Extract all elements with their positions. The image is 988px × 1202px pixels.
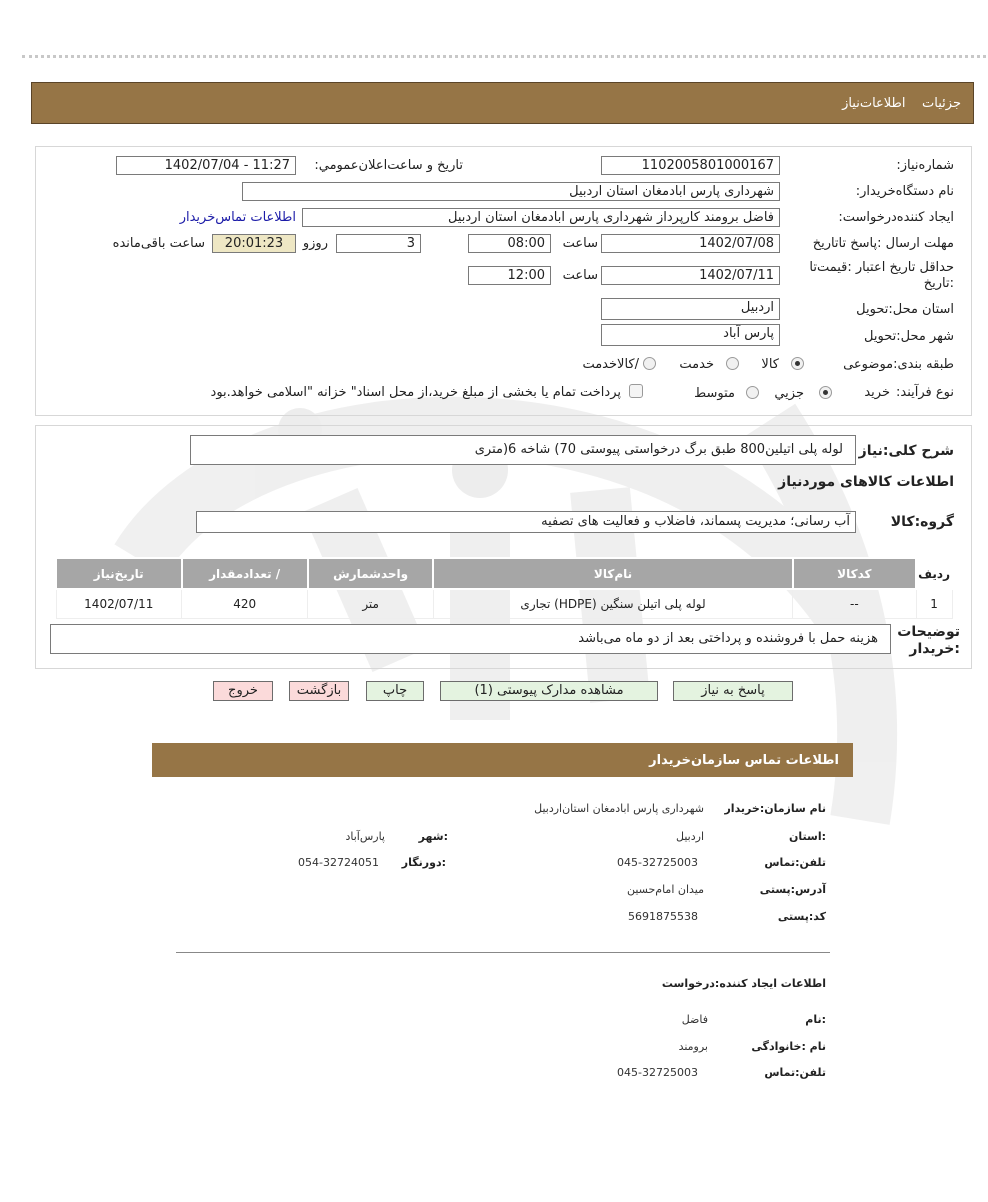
creator-family-label: نام :خانوادگی	[751, 1040, 826, 1053]
contact-section-title: اطلاعات تماس سازمان‌خریدار	[649, 753, 839, 768]
desc-field: لوله پلی اتیلین800 طبق برگ درخواستی پیوستی 70) شاخه 6(متری	[190, 435, 856, 465]
validity-label-2: :تاریخ	[923, 276, 954, 291]
process-medium-radio[interactable]	[746, 386, 759, 399]
city-label: شهر محل:تحویل	[864, 329, 954, 344]
contact-divider	[176, 952, 830, 953]
group-field: آب رسانی؛ مدیریت پسماند، فاضلاب و فعالیت های تصفیه	[196, 511, 856, 533]
creator-label: ایجاد کننده‌درخواست:	[838, 210, 954, 225]
cell-qty: 420	[182, 589, 308, 619]
tab-details[interactable]: جزئیات	[922, 96, 961, 111]
category-service-label: خدمت	[679, 357, 714, 372]
validity-hour-label: ساعت	[562, 268, 598, 283]
contact-postal-value: 5691875538	[628, 910, 698, 923]
validity-label: حداقل تاریخ اعتبار :قیمت‌تا	[809, 260, 954, 275]
process-label: نوع فرآیند:	[896, 385, 954, 400]
header-bar	[31, 82, 974, 124]
top-divider	[22, 55, 986, 58]
category-label: طبقه بندی:موضوعی	[843, 357, 954, 372]
buyer-org-label: نام دستگاه‌خریدار:	[855, 184, 954, 199]
deadline-hour-label: ساعت	[562, 236, 598, 251]
need-number-field: 1102005801000167	[601, 156, 780, 175]
cell-unit: متر	[308, 589, 434, 619]
contact-fax-value: 054-32724051	[298, 856, 379, 869]
attachments-button[interactable]: مشاهده مدارک پیوستی (1)	[440, 681, 658, 701]
buyer-notes-field: هزینه حمل با فروشنده و پرداختی بعد از دو ماه می‌باشد	[50, 624, 891, 654]
creator-info-title: اطلاعات ایجاد کننده:درخواست	[661, 977, 826, 990]
announce-label: تاریخ و ساعت‌اعلان‌عمومي:	[314, 158, 463, 173]
deadline-label: مهلت ارسال :پاسخ تا‌تاریخ	[812, 236, 954, 251]
buyer-contact-link[interactable]: اطلاعات تماس‌خریدار	[179, 210, 296, 225]
deadline-date-field: 1402/07/08	[601, 234, 780, 253]
process-buy-label: خرید	[864, 385, 890, 400]
col-date: تاریخ‌نیاز	[56, 558, 182, 589]
contact-city-value: پارس‌آباد	[345, 830, 385, 843]
validity-time-field: 12:00	[468, 266, 551, 285]
col-row: ردیف	[916, 558, 952, 589]
remaining-time-field: 20:01:23	[212, 234, 296, 253]
creator-name-value: فاضل	[681, 1013, 708, 1026]
cell-date: 1402/07/11	[56, 589, 182, 619]
contact-fax-label: :دورنگار	[401, 856, 446, 869]
deadline-time-field: 08:00	[468, 234, 551, 253]
creator-phone-label: تلفن:تماس	[764, 1066, 826, 1079]
contact-section-bar	[152, 743, 853, 777]
contact-postal-label: کد:پستی	[777, 910, 826, 923]
desc-label: شرح کلی:نیاز	[858, 443, 954, 459]
col-code: کدکالا	[793, 558, 917, 589]
province-label: استان محل:تحویل	[856, 302, 954, 317]
reply-button[interactable]: پاسخ به نیاز	[673, 681, 793, 701]
days-label: روزو	[302, 236, 328, 251]
process-medium-label: متوسط	[694, 386, 735, 401]
contact-phone-label: تلفن:تماس	[764, 856, 826, 869]
buyer-org-field: شهرداری پارس ابادمغان استان اردبیل	[242, 182, 780, 201]
category-goods-radio[interactable]	[791, 357, 804, 370]
cell-name: لوله پلی اتیلن سنگین (HDPE) تجاری	[433, 589, 792, 619]
contact-phone-value: 045-32725003	[617, 856, 698, 869]
payment-note: پرداخت تمام یا بخشی از مبلغ خرید،از محل اسناد" خزانه "اسلامی خواهد.بود	[210, 385, 621, 400]
announce-field: 1402/07/04 - 11:27	[116, 156, 296, 175]
contact-province-label: :استان	[789, 830, 826, 843]
goods-table	[55, 557, 953, 619]
col-name: نام‌کالا	[433, 558, 792, 589]
days-field: 3	[336, 234, 421, 253]
contact-org-label: نام سازمان:خریدار	[724, 802, 826, 815]
process-partial-radio[interactable]	[819, 386, 832, 399]
exit-button[interactable]: خروج	[213, 681, 273, 701]
category-both-radio[interactable]	[643, 357, 656, 370]
cell-row: 1	[916, 589, 952, 619]
creator-name-label: :نام	[805, 1013, 826, 1026]
contact-province-value: اردبیل	[676, 830, 704, 843]
validity-date-field: 1402/07/11	[601, 266, 780, 285]
remaining-label: ساعت باقی‌مانده	[112, 236, 205, 251]
table-row	[56, 589, 952, 619]
process-partial-label: جزیي	[774, 386, 804, 401]
category-both-label: /کالاخدمت	[582, 357, 639, 372]
contact-address-label: آدرس:پستی	[759, 883, 826, 896]
creator-family-value: برومند	[678, 1040, 708, 1053]
buyer-notes-label-2: :خریدار	[909, 641, 960, 657]
buyer-notes-label: توضیحات	[897, 624, 960, 640]
table-header-row	[56, 558, 952, 589]
need-number-label: شماره‌نیاز:	[896, 158, 954, 173]
back-button[interactable]: بازگشت	[289, 681, 349, 701]
col-qty: / تعدادمقدار	[182, 558, 308, 589]
category-service-radio[interactable]	[726, 357, 739, 370]
city-field: پارس آباد	[601, 324, 780, 346]
creator-phone-value: 045-32725003	[617, 1066, 698, 1079]
contact-city-label: :شهر	[418, 830, 448, 843]
goods-info-title: اطلاعات کالاهای موردنیاز	[778, 474, 954, 490]
payment-checkbox[interactable]	[629, 384, 643, 398]
col-unit: واحدشمارش	[308, 558, 434, 589]
contact-address-value: میدان امام‌حسین	[626, 883, 704, 896]
creator-field: فاضل برومند کارپرداز شهرداری پارس ابادمغان استان اردبیل	[302, 208, 780, 227]
tab-need-info[interactable]: اطلاعات‌نیاز	[842, 96, 906, 111]
contact-org-value: شهرداری پارس ابادمغان استان‌اردبیل	[534, 802, 704, 815]
group-label: گروه:کالا	[890, 514, 954, 530]
cell-code: --	[793, 589, 917, 619]
category-goods-label: کالا	[761, 357, 779, 372]
province-field: اردبیل	[601, 298, 780, 320]
print-button[interactable]: چاپ	[366, 681, 424, 701]
